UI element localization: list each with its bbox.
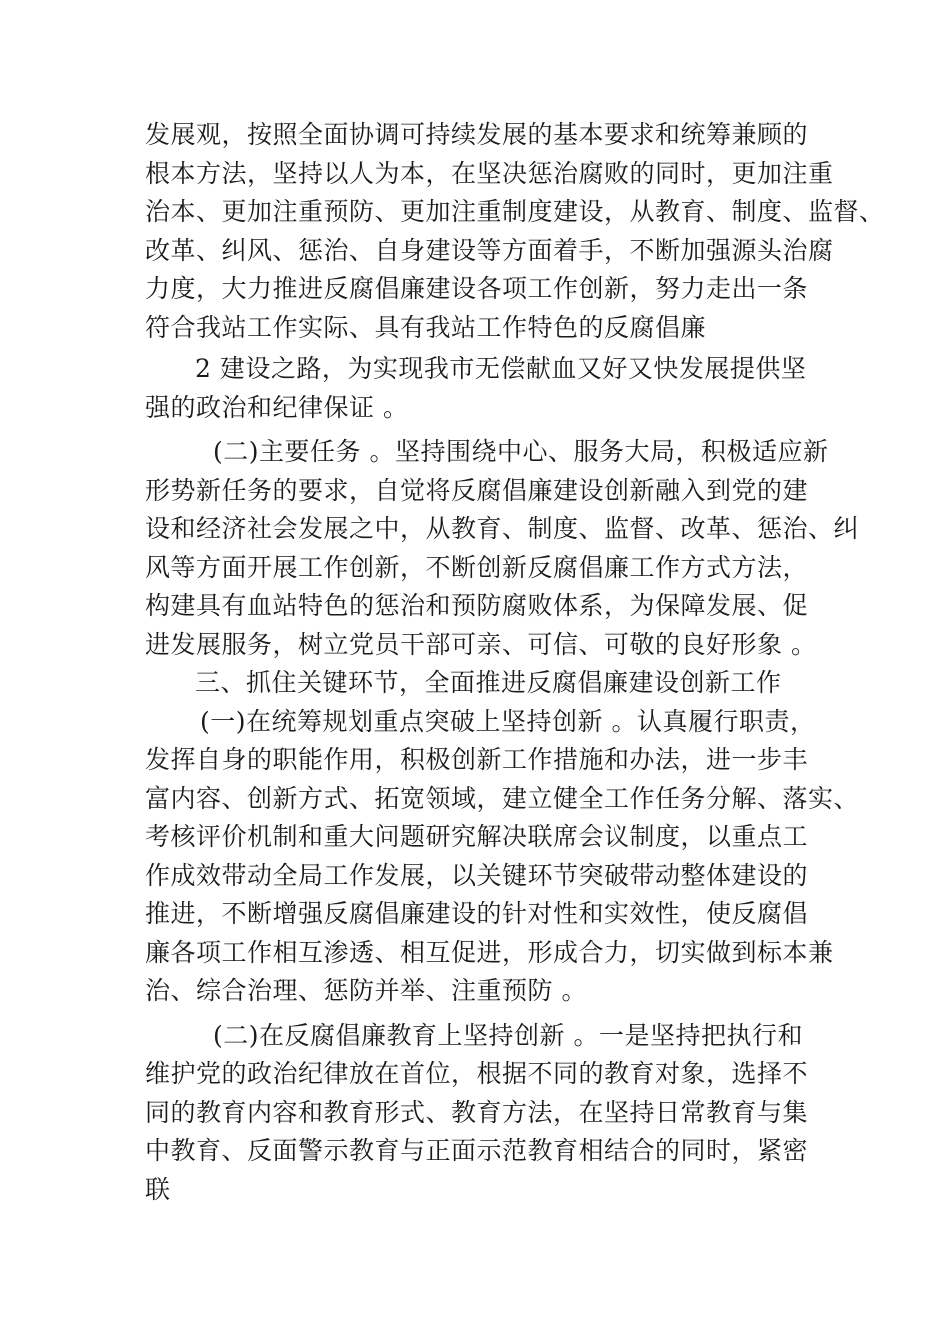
text-line: 2 建设之路，为实现我市无偿献血又好又快发展提供坚 [195,354,807,383]
text-line: 同的教育内容和教育形式、教育方法，在坚持日常教育与集 [145,1097,809,1127]
text-line: 中教育、反面警示教育与正面示范教育相结合的同时，紧密 [145,1136,809,1165]
text-line: 设和经济社会发展之中，从教育、制度、监督、改革、惩治、纠 [145,514,860,543]
text-line: 富内容、创新方式、拓宽领域，建立健全工作任务分解、落实、 [145,783,860,813]
text-line: 根本方法，坚持以人为本，在坚决惩治腐败的同时，更加注重 [145,158,834,188]
subsection-heading-education: (二)在反腐倡廉教育上坚持创新 。一是坚持把执行和 [213,1020,803,1050]
text-line: 治本、更加注重预防、更加注重制度建设，从教育、制度、监督、 [145,197,885,226]
text-line: 考核评价机制和重大问题研究解决联席会议制度，以重点工 [145,822,809,851]
text-line: 力度，大力推进反腐倡廉建设各项工作创新，努力走出一条 [145,274,809,303]
text-line: 改革、纠风、惩治、自身建设等方面着手，不断加强源头治腐 [145,235,834,265]
subsection-heading-planning: (一)在统筹规划重点突破上坚持创新 。认真履行职责， [200,706,816,736]
document-body [145,116,885,1209]
text-line: 发挥自身的职能作用，积极创新工作措施和办法，进一步丰 [145,745,809,774]
text-line: 进发展服务，树立党员干部可亲、可信、可敬的良好形象 。 [145,629,817,659]
text-line: 维护党的政治纪律放在首位，根据不同的教育对象，选择不 [145,1059,809,1088]
text-line: 推进，不断增强反腐倡廉建设的针对性和实效性，使反腐倡 [145,899,809,928]
text-line: 联 [145,1174,171,1204]
section-heading-main-tasks: (二)主要任务 。坚持围绕中心、服务大局，积极适应新 [213,437,829,466]
section-heading-key-links: 三、抓住关键环节，全面推进反腐倡廉建设创新工作 [195,668,782,697]
text-line: 符合我站工作实际、具有我站工作特色的反腐倡廉 [145,312,707,342]
text-line: 治、综合治理、惩防并举、注重预防 。 [145,976,587,1005]
text-line: 风等方面开展工作创新，不断创新反腐倡廉工作方式方法， [145,552,809,582]
text-line: 强的政治和纪律保证 。 [145,392,409,422]
text-line: 廉各项工作相互渗透、相互促进，形成合力，切实做到标本兼 [145,937,834,967]
text-line: 发展观，按照全面协调可持续发展的基本要求和统筹兼顾的 [145,120,809,149]
text-line: 形势新任务的要求，自觉将反腐倡廉建设创新融入到党的建 [145,475,809,505]
text-line: 作成效带动全局工作发展，以关键环节突破带动整体建设的 [145,860,809,890]
text-line: 构建具有血站特色的惩治和预防腐败体系，为保障发展、促 [145,591,809,620]
